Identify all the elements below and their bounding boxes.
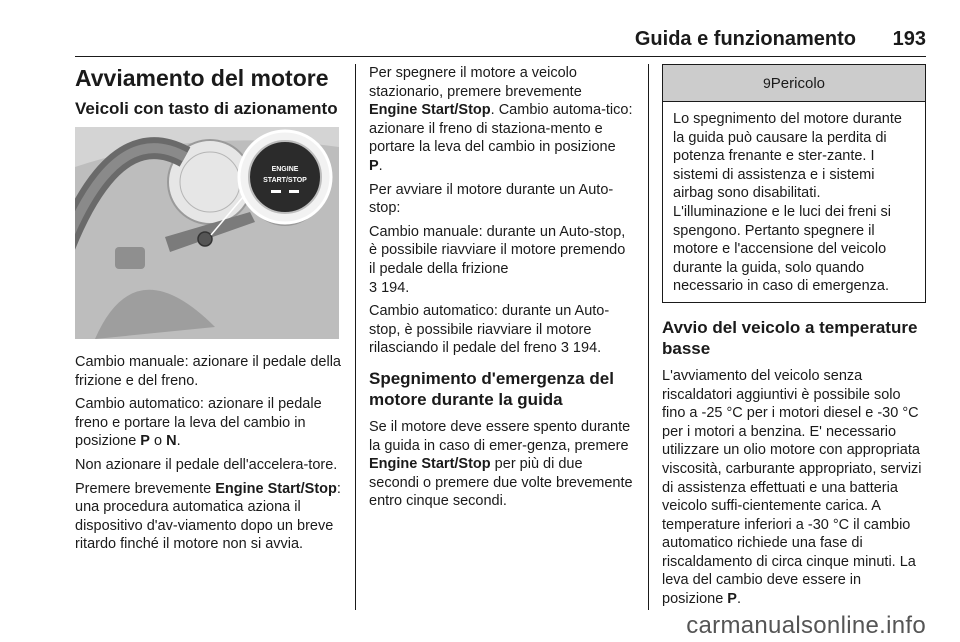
button-label-line1: ENGINE: [271, 166, 299, 173]
danger-box-header: [663, 65, 925, 102]
dashboard-drawing: [75, 127, 339, 339]
column-middle: [369, 64, 633, 516]
paragraph: Premere brevemente Engine Start/Stop: una procedura automatica aziona il dispositivo d'av-viamento dopo un breve ritardo finché il motore non si avvia.: [75, 480, 341, 553]
button-label-line2: START/STOP: [263, 177, 307, 184]
dashboard-illustration: [75, 127, 339, 339]
paragraph: Cambio manuale: durante un Auto-stop, è possibile riavviare il motore premendo il pedale della frizione 3 194.: [369, 223, 626, 296]
page-number: 193: [892, 28, 926, 50]
paragraph: Per avviare il motore durante un Auto-stop:: [369, 181, 614, 217]
column-divider-1: [355, 64, 356, 610]
paragraph: Cambio automatico: azionare il pedale freno e portare la leva del cambio in posizione P o N.: [75, 396, 322, 450]
subsection-heading: Veicoli con tasto di azionamento: [75, 99, 338, 118]
danger-box: [662, 64, 926, 303]
column-left: [75, 64, 345, 559]
paragraph: L'avviamento del veicolo senza riscaldatori aggiuntivi è possibile solo fino a -25 °C per i motori diesel e -30 °C per i motori a benzina. E' necessario utilizzare un olio motore con appropriata viscosità, carburante appropriato, servizi di assistenza effettuati e una batteria veicolo suffi-cientemente carica. A temperature inferiori a -30 °C il cambio automatico richiede una fase di riscaldamento di circa cinque minuti. La leva del cambio deve essere in posizione P.: [662, 367, 922, 608]
paragraph: Per spegnere il motore a veicolo stazionario, premere brevemente Engine Start/Stop. Cambio automa-tico: azionare il freno di staziona-mento e portare la leva del cambio in posizione P.: [369, 65, 633, 174]
watermark: carmanualsonline.info: [686, 612, 926, 639]
paragraph: Cambio automatico: durante un Auto-stop, è possibile riavviare il motore rilasciando il pedale del freno 3 194.: [369, 303, 610, 357]
paragraph: Cambio manuale: azionare il pedale della frizione e del freno.: [75, 354, 341, 389]
column-right: [662, 64, 926, 614]
header-rule: [75, 56, 926, 57]
danger-text: Lo spegnimento del motore durante la guida può causare la perdita di potenza frenante e ster-zante. I sistemi di assistenza e i sistemi airbag sono disabilitati. L'illuminazione e le luci dei freni si spengono. Pertanto spegnere il motore e l'accensione del veicolo durante la guida, solo quando necessario in caso di emergenza.: [673, 111, 902, 295]
column-divider-2: [648, 64, 649, 610]
danger-title: Pericolo: [770, 74, 825, 92]
page-header: [75, 26, 926, 52]
page-reference: 3 194.: [369, 279, 410, 296]
danger-box-body: [663, 102, 925, 302]
warning-triangle-icon: 9: [763, 75, 771, 91]
subsection-heading: Spegnimento d'emergenza del motore durante la guida: [369, 368, 614, 409]
section-heading: Avviamento del motore: [75, 65, 329, 91]
paragraph: Se il motore deve essere spento durante la guida in caso di emer-genza, premere Engine Start/Stop per più di due secondi o premere due volte brevemente entro cinque secondi.: [369, 418, 633, 510]
subsection-heading: Avvio del veicolo a temperature basse: [662, 317, 918, 358]
chapter-title: Guida e funzionamento: [634, 28, 856, 50]
paragraph: Non azionare il pedale dell'accelera-tore.: [75, 456, 338, 473]
